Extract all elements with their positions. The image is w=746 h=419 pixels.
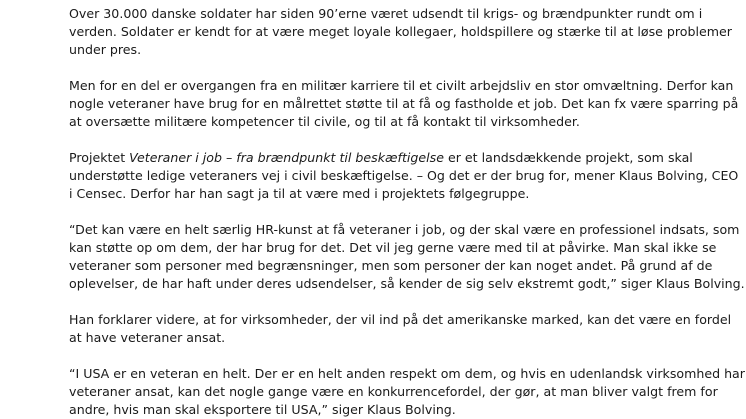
- text-line: Han forklarer videre, at for virksomheder, der vil ind på det amerikanske marked, kan det være en fordel: [69, 312, 732, 327]
- text-line: nogle veteraner have brug for en målrettet støtte til at få og fastholde et job. Det kan fx være sparring på: [69, 96, 739, 111]
- paragraph-explanation: [69, 311, 731, 347]
- text-fragment: Projektet: [69, 150, 130, 165]
- text-line: verden. Soldater er kendt for at være meget loyale kollegaer, holdspillere og stærke til at løse problemer: [69, 24, 732, 39]
- text-line: andre, hvis man skal eksportere til USA,” siger Klaus Bolving.: [69, 402, 456, 417]
- text-line: [69, 149, 738, 167]
- text-line: “I USA er en veteran en helt. Der er en helt anden respekt om dem, og hvis en udenlandsk virksomhed har: [69, 366, 745, 381]
- paragraph-project: [69, 149, 738, 203]
- text-line: under pres.: [69, 42, 142, 57]
- text-line: Over 30.000 danske soldater har siden 90’erne været udsendt til krigs- og brændpunkter rundt om i: [69, 6, 703, 21]
- paragraph-quote-usa: [69, 365, 745, 419]
- text-line: oplevelser, de har haft under deres udsendelser, så kender de sig selv ekstremt godt,” siger Klaus Bolving.: [69, 276, 745, 291]
- paragraph-quote-hr: [69, 221, 745, 293]
- text-fragment: er et landsdækkende projekt, som skal: [443, 150, 693, 165]
- text-line: understøtte ledige veteraners vej i civil beskæftigelse. – Og det er der brug for, mener Klaus Bolving, CEO: [69, 168, 739, 183]
- text-line: i Censec. Derfor har han sagt ja til at være med i projektets følgegruppe.: [69, 186, 530, 201]
- paragraph-transition: [69, 77, 738, 131]
- text-line: at oversætte militære kompetencer til civile, og til at få kontakt til virksomheder.: [69, 114, 580, 129]
- project-name: Veteraner i job – fra brændpunkt til beskæftigelse: [129, 150, 444, 165]
- text-line: kan støtte op om dem, der har brug for det. Det vil jeg gerne være med til at påvirke. Man skal ikke se: [69, 240, 717, 255]
- paragraph-intro: [69, 5, 732, 59]
- text-line: at have veteraner ansat.: [69, 330, 226, 345]
- text-line: “Det kan være en helt særlig HR-kunst at få veteraner i job, og der skal være en professionel indsats, som: [69, 222, 740, 237]
- text-line: Men for en del er overgangen fra en militær karriere til et civilt arbejdsliv en stor omvæltning. Derfor kan: [69, 78, 734, 93]
- text-line: veteraner ansat, kan det nogle gange være en konkurrencefordel, der gør, at man bliver valgt frem for: [69, 384, 718, 399]
- text-line: veteraner som personer med begrænsninger, men som personer der kan noget andet. På grund af de: [69, 258, 713, 273]
